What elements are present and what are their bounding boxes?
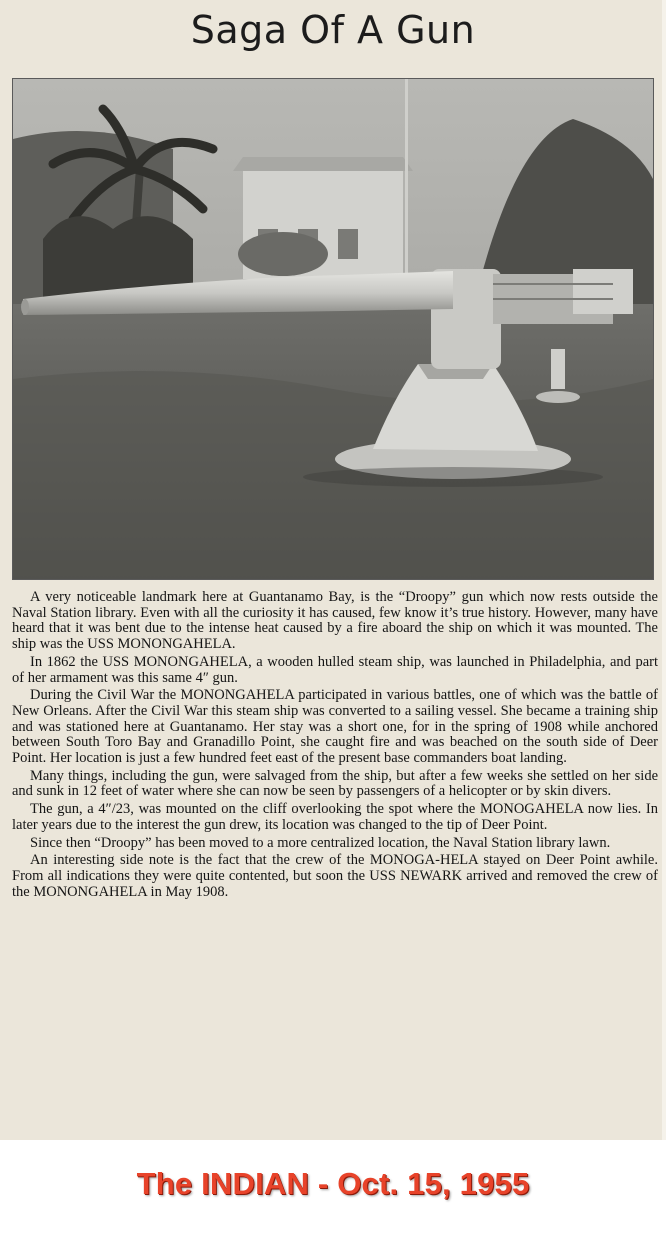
article-paragraph-4: Many things, including the gun, were salvaged from the ship, but after a few weeks she settled on her side and sunk in 12 feet of water where she can now be seen by passengers of a helicopter or by skin divers. xyxy=(12,767,658,800)
article-paragraph-7: An interesting side note is the fact that the crew of the MONOGA-HELA stayed on Deer Point awhile. From all indications they were quite contented, but soon the USS NEWARK arrived and removed the crew of the MONONGAHELA in May 1908. xyxy=(12,852,658,900)
article-paragraph-5: The gun, a 4″/23, was mounted on the cliff overlooking the spot where the MONOGAHELA now lies. In later years due to the interest the gun drew, its location was changed to the tip of Deer Point. xyxy=(12,801,658,833)
article-body xyxy=(12,590,658,902)
article-paragraph-3: During the Civil War the MONONGAHELA participated in various battles, one of which was the battle of New Orleans. After the Civil War this steam ship was converted to a sailing vessel. She became a training ship and was stationed here at Guantanamo. Her stay was a short one, for in the spring of 1908 while anchored between South Toro Bay and Granadillo Point, she caught fire and was beached on the south side of Deer Point. Her location is just a few hundred feet east of the present base commanders boat landing. xyxy=(12,687,658,767)
headline: Saga Of A Gun xyxy=(190,8,476,52)
gun-photo xyxy=(12,78,654,580)
article-paragraph-2: In 1862 the USS MONONGAHELA, a wooden hulled steam ship, was launched in Philadelphia, and part of her armament was this same 4″ gun. xyxy=(12,653,658,686)
article-paragraph-6: Since then “Droopy” has been moved to a more centralized location, the Naval Station library lawn. xyxy=(30,834,611,851)
photo-illustration xyxy=(13,79,653,579)
article-paragraph-1: A very noticeable landmark here at Guantanamo Bay, is the “Droopy” gun which now rests outside the Naval Station library. Even with all the curiosity it has caused, few know it’s true history. However, many have heard that it was bent due to the intense heat caused by a fire aboard the ship on which it was mounted. The ship was the USS MONONGAHELA. xyxy=(12,589,658,653)
source-caption: The INDIAN - Oct. 15, 1955 xyxy=(136,1166,530,1201)
